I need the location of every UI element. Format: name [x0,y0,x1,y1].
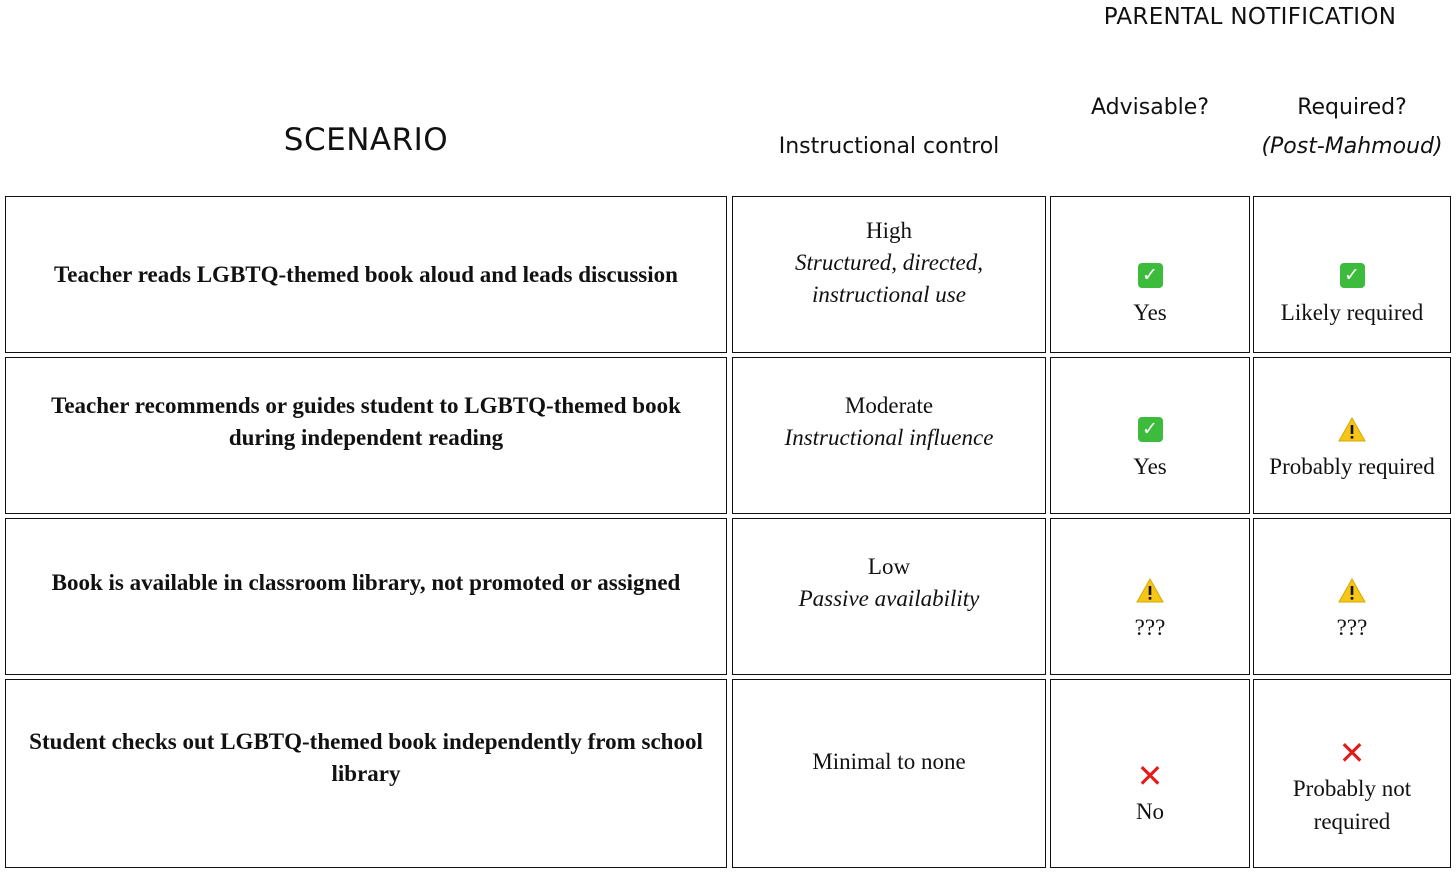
control-level: Minimal to none [812,748,966,774]
scenario-cell [5,196,727,353]
cross-mark-icon: ✕ [1338,733,1366,772]
control-cell [732,518,1046,675]
warning-icon [1338,417,1366,442]
control-cell [732,357,1046,514]
required-answer: Probably required [1269,454,1435,479]
required-cell [1253,196,1451,353]
advisable-cell [1050,518,1250,675]
required-answer: Likely required [1280,300,1424,325]
instructional-control-heading: Instructional control [778,134,1000,159]
required-cell [1253,679,1451,868]
advisable-answer: Yes [1133,300,1167,325]
control-level: High [866,217,912,243]
scenario-text: Teacher reads LGBTQ-themed book aloud and leads discussion [54,261,678,287]
warning-icon [1136,578,1164,603]
control-description: Instructional influence [784,424,994,450]
scenario-text: Student checks out LGBTQ-themed book independently from school library [29,728,703,786]
control-level: Low [867,553,911,579]
control-description: Structured, directed, instructional use [795,249,983,307]
required-cell [1253,518,1451,675]
check-mark-icon: ✓ [1340,263,1365,288]
scenario-text: Book is available in classroom library, not promoted or assigned [51,569,681,595]
control-cell [732,679,1046,868]
scenario-cell [5,357,727,514]
advisable-answer: No [1135,798,1165,824]
advisable-heading: Advisable? [1091,95,1209,120]
advisable-cell [1050,357,1250,514]
required-answer: Probably not required [1292,775,1412,834]
cross-mark-icon: ✕ [1136,756,1164,795]
control-description: Passive availability [798,585,980,611]
control-cell [732,196,1046,353]
scenario-cell [5,518,727,675]
required-cell [1253,357,1451,514]
check-mark-icon: ✓ [1138,417,1163,442]
advisable-cell [1050,679,1250,868]
scenario-text: Teacher recommends or guides student to LGBTQ-themed book during independent reading [51,392,681,450]
required-heading: Required? [1297,95,1407,120]
parental-notification-heading: PARENTAL NOTIFICATION [1103,4,1397,30]
control-level: Moderate [844,392,934,418]
required-answer: ??? [1336,615,1368,640]
scenario-cell [5,679,727,868]
post-mahmoud-note: (Post-Mahmoud) [1261,134,1443,159]
warning-icon [1338,578,1366,603]
check-mark-icon: ✓ [1138,263,1163,288]
scenario-heading: SCENARIO [283,122,449,158]
advisable-answer: ??? [1134,615,1166,640]
advisable-cell [1050,196,1250,353]
advisable-answer: Yes [1133,454,1167,479]
